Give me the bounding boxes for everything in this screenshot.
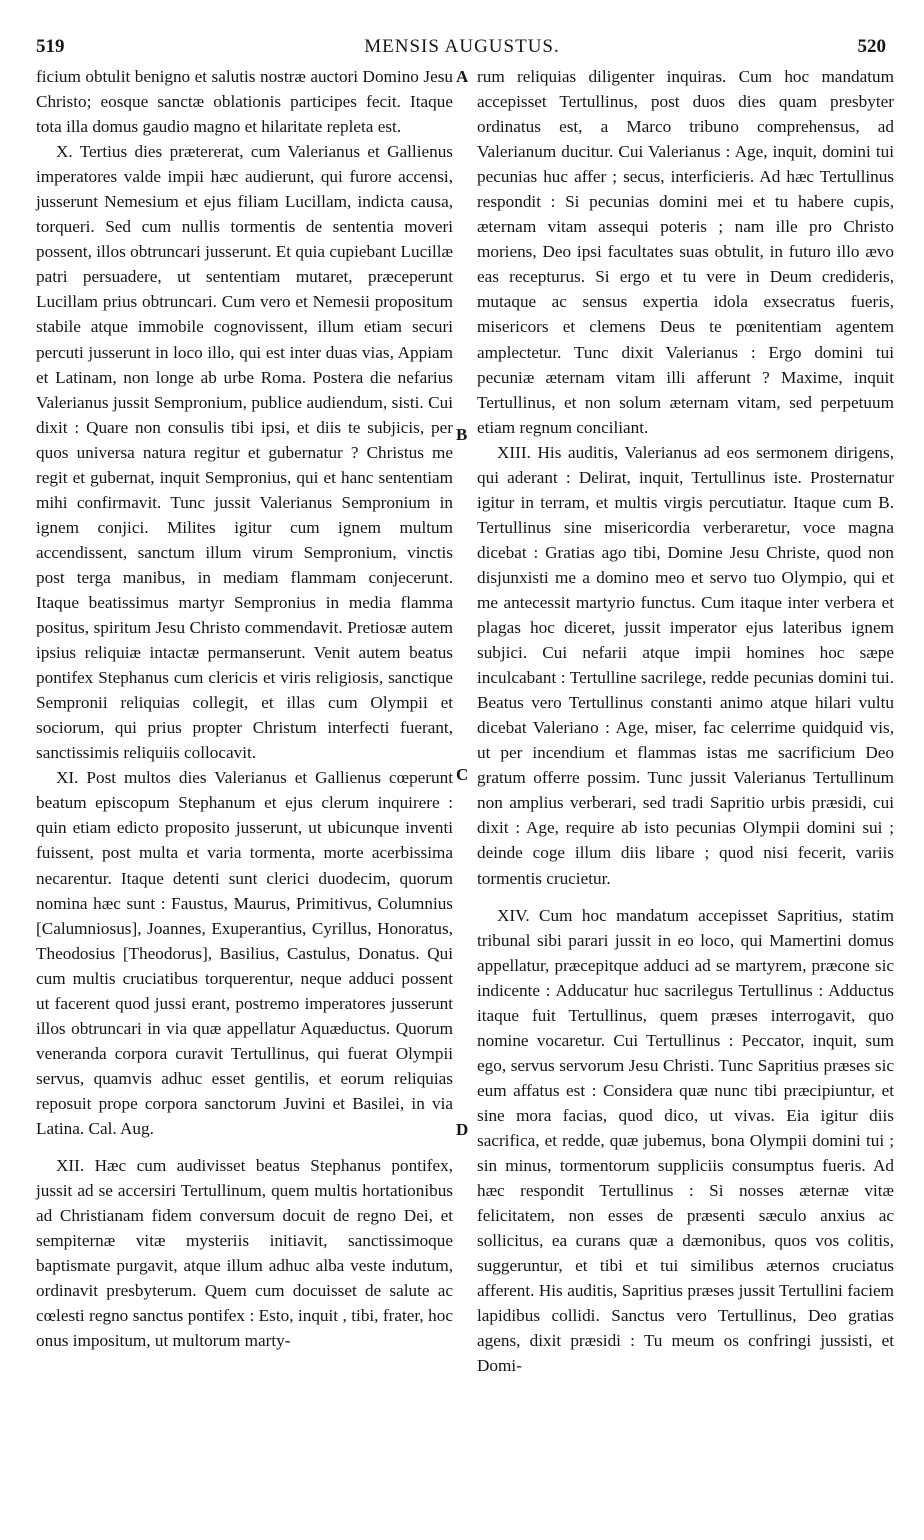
left-column	[36, 64, 453, 1353]
paragraph-x: X. Tertius dies prætererat, cum Valerianus et Gallienus imperatores valde impii hæc audierunt, qui furore accensi, jusserunt Nemesium et ejus filiam Lucillam, indicta causa, torqueri. Sed cum nullis tormentis de sententia moveri possent, illos obtruncari jusserunt. Et quia cupiebant Lucillæ patri persuadere, ut sententiam mutaret, præceperunt Lucillam prius obtruncari. Cum vero et Nemesii propositum stabile atque immobile cognovissent, illum etiam securi percuti jusserunt in loco illo, qui est inter duas vias, Appiam et Latinam, non longe ab urbe Roma. Postera die nefarius Valerianus jussit Sempronium, publice audiendum, sisti. Cui dixit : Quare non consulis tibi ipsi, et diis te subjicis, per quos universa natura regitur et gubernatur ? Christus me regit et gubernat, inquit Sempronius, qui et hanc sententiam mihi confirmavit. Tunc jussit Valerianus Sempronium in ignem conjici. Milites igitur cum ignem multum accendissent, sanctum illum virum Sempronium, vinctis post terga manibus, in mediam flammam conjecerunt. Itaque beatissimus martyr Sempronius in media flamma positus, spiritum Jesu Christo commendavit. Pretiosæ autem ipsius reliquiæ intactæ permanserunt. Venit autem beatus pontifex Stephanus cum clericis et viris religiosis, sanctique Sempronii reliquias collegit, et illas cum Olympii et sociorum, qui prius propter Christum interfecti fuerant, sanctissimis reliquiis collocavit.	[36, 142, 453, 763]
page-number-left: 519	[36, 36, 65, 57]
margin-letter-b: B	[456, 425, 468, 444]
paragraph-xii: XII. Hæc cum audivisset beatus Stephanus pontifex, jussit ad se accersiri Tertullinum, quem multis hortationibus ad Christianam fidem conversum docuit de regno Dei, et sempiternæ vitæ mysteriis initiavit, sanctissimoque baptismate purgavit, atque illum adhuc alba veste indutum, ordinavit presbyterum. Quem cum docuisset de salute ac cœlesti regno sanctus pontifex : Esto, inquit , tibi, frater, hoc onus impositum, ut multorum marty-	[36, 1156, 453, 1351]
margin-letter-a: A	[456, 67, 469, 86]
paragraph-xiii: XIII. His auditis, Valerianus ad eos sermonem dirigens, qui aderant : Delirat, inquit, Tertullinus iste. Prosternatur igitur in terram, et multis virgis percutiatur. Itaque cum B. Tertullinus sine misericordia verberaretur, voce magna dicebat : Gratias ago tibi, Domine Jesu Christe, quod non disjunxisti me a domino meo et servo tuo Olympio, qui et me antecessit martyrio functus. Cum itaque inter verbera et plagas hoc diceret, jussit imperator ejus lateribus ignem subjici. Cui nefarii atque impii homines hoc sæpe inculcabant : Tertulline sacrilege, redde pecunias domini tui. Beatus vero Tertullinus constanti animo atque hilari vultu dicebat Valeriano : Age, miser, fac celerrime quidquid vis, ut per incendium et flammas istas me sacrificium Deo gratum offerre possim. Tunc jussit Valerianus Tertullinum non amplius verberari, sed tradi Sapritio urbis præsidi, cui dixit : Age, require ab isto pecunias Olympii domini sui ; deinde coge illum diis libare ; quod nisi fecerit, variis tormentis crucietur.	[477, 442, 894, 888]
running-title: MENSIS AUGUSTUS.	[364, 36, 560, 57]
page-number-right: 520	[857, 36, 886, 57]
paragraph-continued: ficium obtulit benigno et salutis nostræ auctori Domino Jesu Christo; eosque sanctæ oblationis participes fecit. Itaque tota illa domus gaudio magno et hilaritate repleta est.	[36, 67, 453, 137]
paragraph-continued-right: rum reliquias diligenter inquiras. Cum hoc mandatum accepisset Tertullinus, post duos dies quam presbyter ordinatus est, a Marco tribuno comprehensus, ad Valerianum ducitur. Cui Valerianus : Age, inquit, domini tui pecunias huc affer ; secus, interficieris. Ad hæc Tertullinus respondit : Si pecunias domini mei et tu habere cupis, æternam vitam assequi poteris ; nam ille pro Christo moriens, Deo ipsi facultates suas obtulit, in futuro illo ævo eas recepturus. Si ergo et tu vere in Deum credideris, mutaque ac sensus expertia idola exsecratus fueris, misericors et clemens Deus te pœnitentiam agentem amplectetur. Tunc dixit Valerianus : Ergo domini tui pecuniæ æternam vitam illi afferunt ? Maxime, inquit Tertullinus, et non solum æternam vitam, sed perpetuum etiam regnum conciliant.	[477, 67, 894, 437]
right-column	[477, 64, 894, 1378]
paragraph-xiv: XIV. Cum hoc mandatum accepisset Sapritius, statim tribunal sibi parari jussit in eo loco, qui Mamertini domus appellatur, præcepitque adduci ad se martyrem, præcone sic indicente : Adducatur huc sacrilegus Tertullinus : Adductus itaque fuit Tertullinus, quem præses interrogavit, quo nomine vocaretur. Cui Tertullinus : Peccator, inquit, sum ego, servus servorum Jesu Christi. Tunc Sapritius præses sic eum affatus est : Considera quæ nunc tibi præcipiuntur, et sine mora facias, quod dico, ut vivas. Eia igitur diis sacrifica, et redde, quæ jubemus, bona Olympii domini tui ; sin minus, tormentorum suppliciis consumptus fueris. Ad hæc respondit Tertullinus : Si nosses æternæ vitæ felicitatem, non esses de præsenti sæculo anxius ac sollicitus, ea curans quæ a dæmonibus, quos vos colitis, suggeruntur, et tibi et tui similibus æternos cruciatus afferent. His auditis, Sapritius præses jussit Tertullini faciem lapidibus collidi. Sanctus vero Tertullinus, Deo gratias agens, dixit præsidi : Tu meum os confringi jussisti, et Domi-	[477, 905, 894, 1376]
paragraph-xi: XI. Post multos dies Valerianus et Gallienus cœperunt beatum episcopum Stephanum et ejus clerum inquirere : quin etiam edicto proposito jusserunt, ut ubicunque inventi fuissent, post multa et varia tormenta, morte acerbissima necarentur. Itaque detenti sunt clerici duodecim, quorum nomina hæc sunt : Faustus, Maurus, Primitivus, Columnius [Calumniosus], Joannes, Exuperantius, Cyrillus, Honoratus, Theodosius [Theodorus], Basilius, Castulus, Donatus. Qui cum multis cruciatibus torquerentur, neque adduci possent ut facerent quod jussi erant, postremo imperatores jusserunt illos obtruncari in via quæ appellatur Aquæductus. Quorum veneranda corpora curavit Tertullinus, qui fuerat Olympii servus, quamvis adhuc esset gentilis, et eorum reliquias reposuit prope corpora sanctorum Juvini et Basilei, in via Latina. Cal. Aug.	[36, 768, 453, 1138]
margin-letter-c: C	[456, 765, 469, 784]
margin-letter-d: D	[456, 1120, 469, 1139]
